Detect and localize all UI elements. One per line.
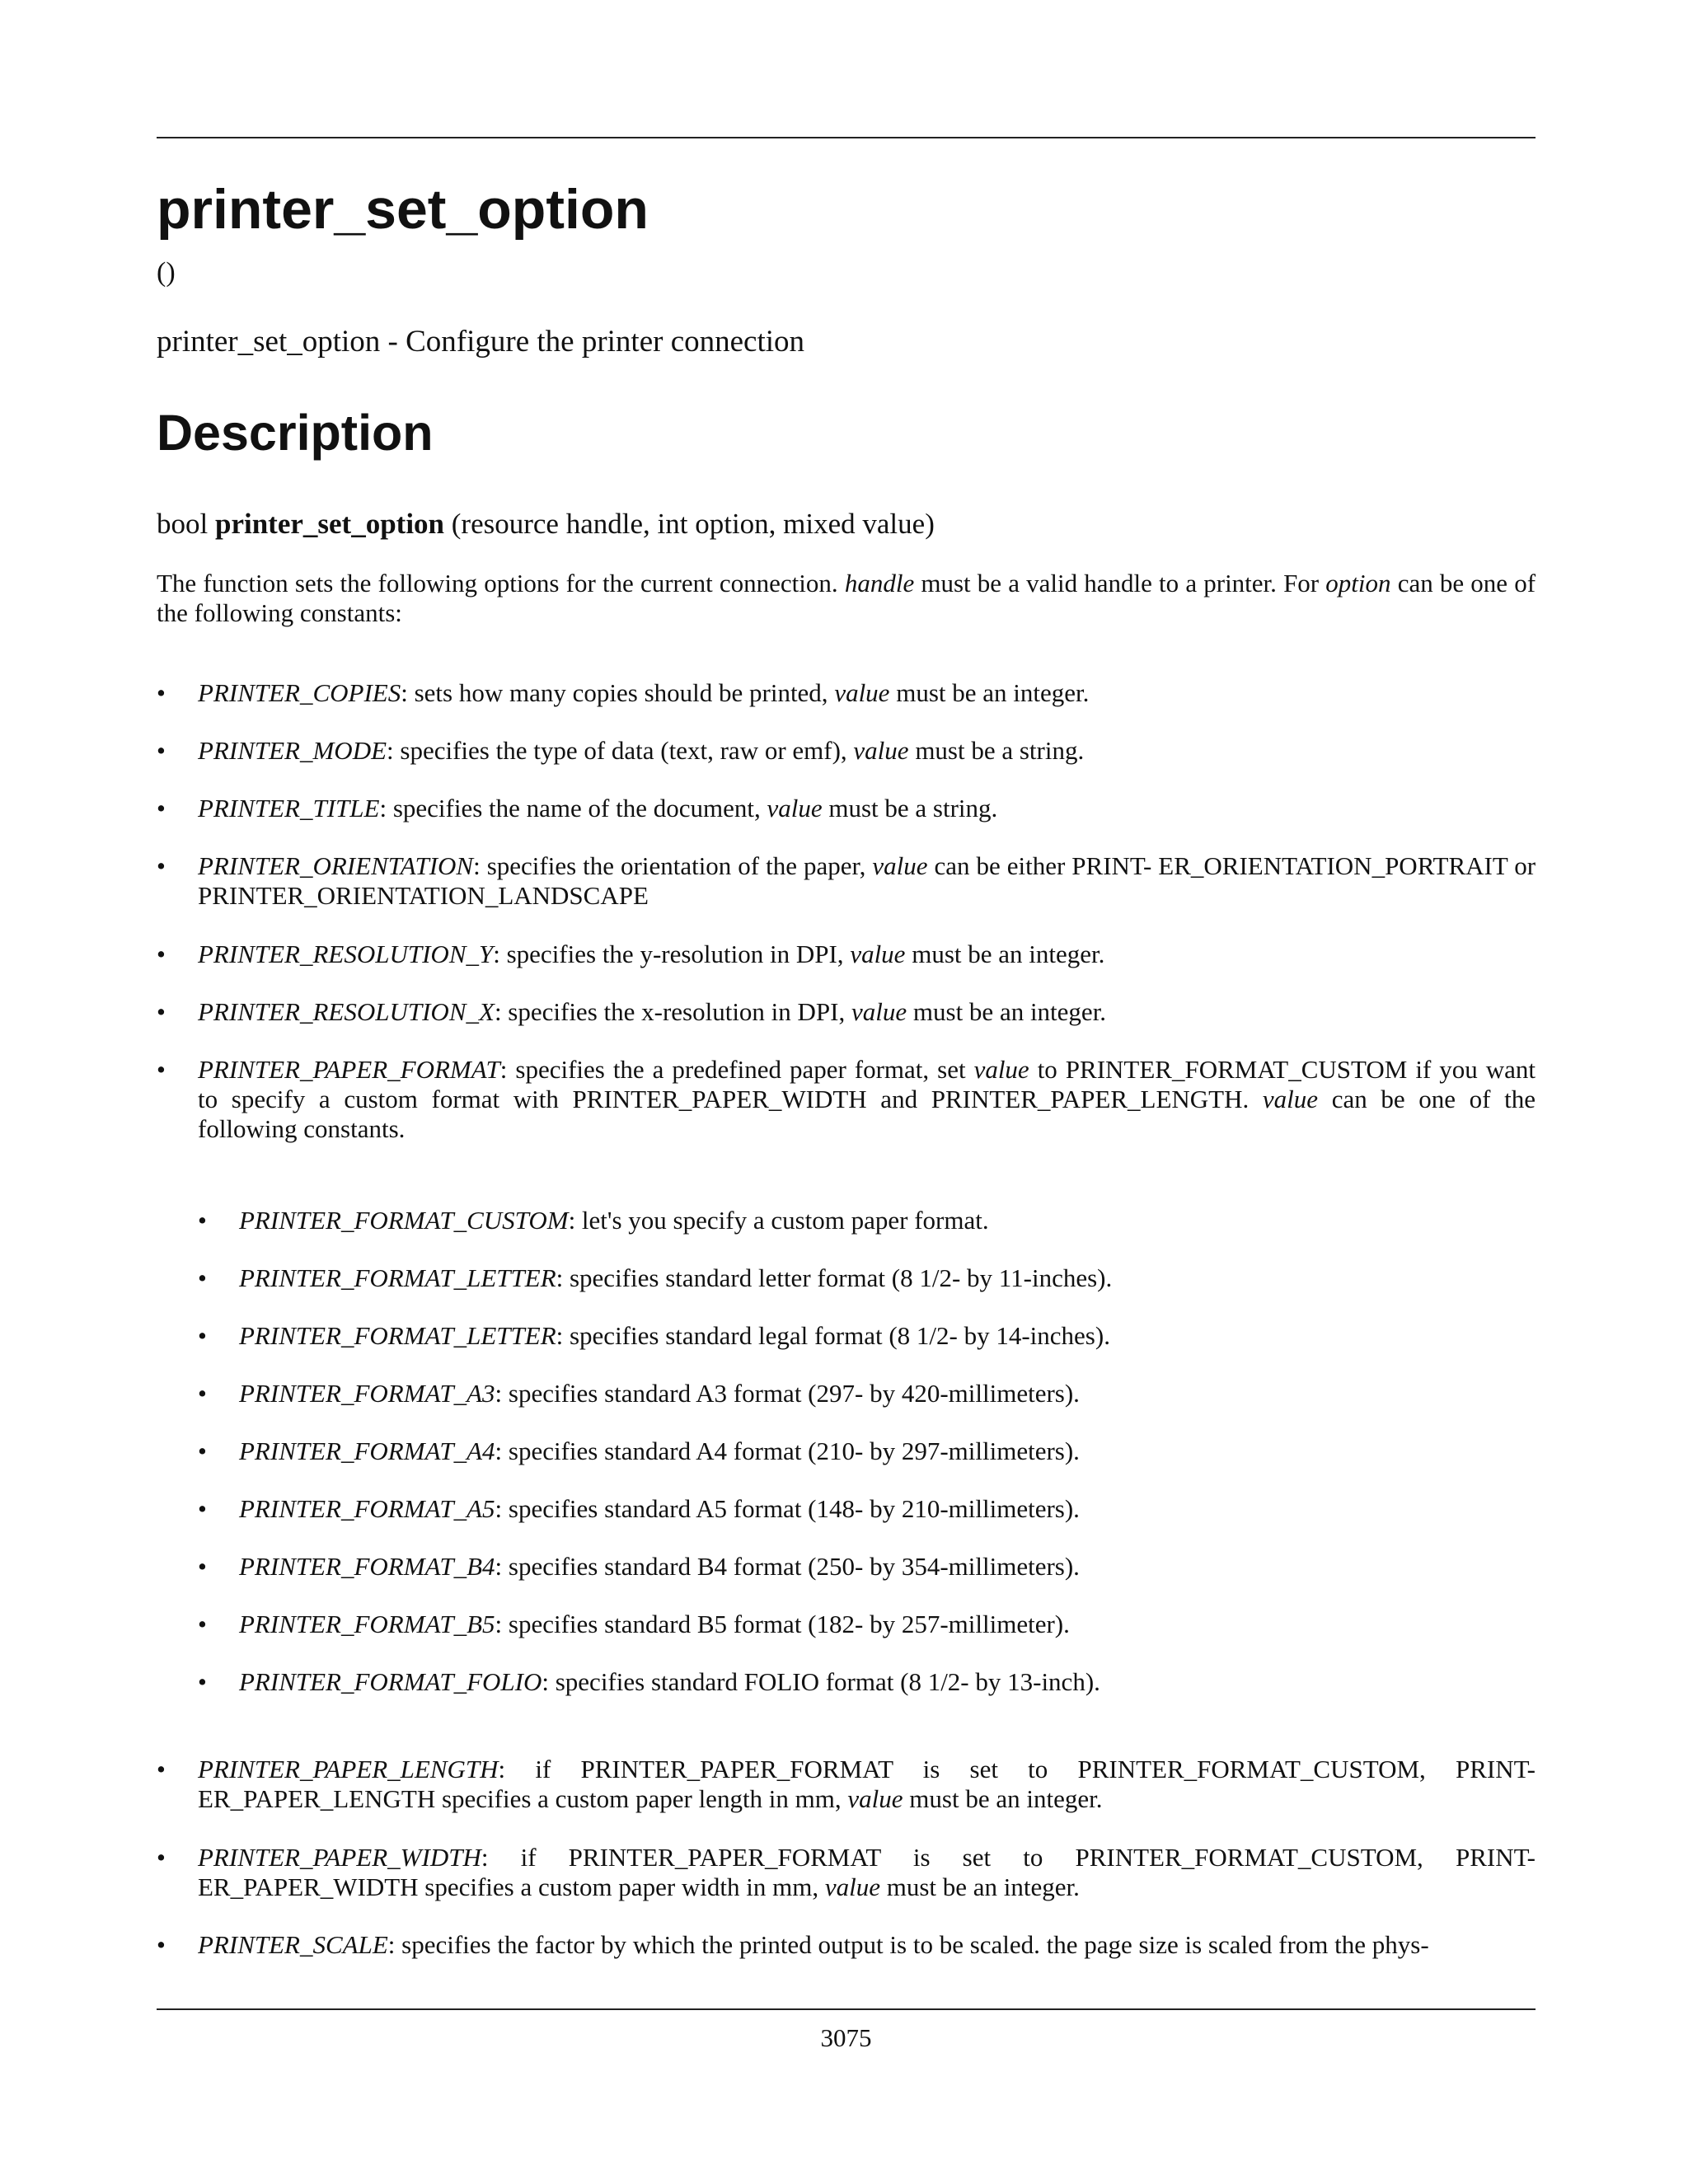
bullet: • bbox=[157, 1055, 166, 1084]
list-item-body bbox=[239, 1436, 1536, 1466]
constant-name: PRINTER_SCALE bbox=[198, 1930, 388, 1959]
constant-name: PRINTER_RESOLUTION_Y bbox=[198, 940, 494, 968]
page-title: printer_set_option bbox=[157, 178, 649, 241]
bullet: • bbox=[157, 940, 166, 968]
param-value: value bbox=[872, 851, 928, 880]
param-value: value bbox=[851, 997, 907, 1026]
bullet: • bbox=[198, 1379, 207, 1408]
top-rule bbox=[157, 137, 1536, 138]
constant-name: PRINTER_FORMAT_LETTER bbox=[239, 1321, 556, 1350]
item-text-tail: must be an integer. bbox=[896, 678, 1090, 707]
list-item-body bbox=[198, 1755, 1536, 1814]
bullet: • bbox=[198, 1206, 207, 1235]
list-item-body bbox=[198, 1843, 1536, 1902]
bullet: • bbox=[198, 1263, 207, 1292]
item-text: : specifies the x-resolution in DPI, bbox=[494, 997, 846, 1026]
item-text: : specifies standard A4 format (210- by 297-millimeters). bbox=[495, 1436, 1080, 1465]
bottom-rule bbox=[157, 2008, 1536, 2010]
list-item-body bbox=[239, 1552, 1536, 1582]
item-text: : specifies standard letter format (8 1/2- by 11-inches). bbox=[556, 1263, 1113, 1292]
param-value: value bbox=[847, 1784, 903, 1813]
list-item-body bbox=[239, 1263, 1536, 1293]
item-text-tail: must be an integer. bbox=[912, 940, 1105, 968]
bullet: • bbox=[157, 736, 166, 765]
constant-name: PRINTER_TITLE bbox=[198, 794, 380, 823]
item-text: : specifies standard FOLIO format (8 1/2- by 13-inch). bbox=[542, 1667, 1100, 1696]
item-text: : specifies standard B4 format (250- by 354-millimeters). bbox=[495, 1552, 1080, 1581]
section-heading-description: Description bbox=[157, 405, 434, 461]
item-text: : specifies the y-resolution in DPI, bbox=[493, 940, 844, 968]
constant-name: PRINTER_FORMAT_B4 bbox=[239, 1552, 495, 1581]
constant-name: PRINTER_FORMAT_LETTER bbox=[239, 1263, 556, 1292]
item-text: : specifies standard A5 format (148- by 210-millimeters). bbox=[495, 1494, 1080, 1523]
list-item-body bbox=[198, 736, 1536, 766]
param-value: value bbox=[1262, 1085, 1319, 1113]
bullet: • bbox=[198, 1610, 207, 1638]
bullet: • bbox=[157, 678, 166, 707]
bullet: • bbox=[157, 1843, 166, 1872]
list-item-body bbox=[239, 1610, 1536, 1639]
function-params: (resource handle, int option, mixed value) bbox=[451, 508, 935, 540]
intro-paragraph bbox=[157, 569, 1536, 628]
list-item-body bbox=[239, 1321, 1536, 1351]
document-page bbox=[157, 0, 1536, 2184]
page-number: 3075 bbox=[820, 2023, 872, 2052]
bullet: • bbox=[157, 1930, 166, 1959]
list-item-body bbox=[239, 1494, 1536, 1524]
list-item-body bbox=[239, 1379, 1536, 1408]
bullet: • bbox=[157, 851, 166, 880]
item-text: : specifies the type of data (text, raw or emf), bbox=[387, 736, 847, 765]
list-item-body bbox=[198, 1055, 1536, 1144]
refpurpose: printer_set_option - Configure the printer connection bbox=[157, 325, 805, 359]
intro-text-2: must be a valid handle to a printer. For bbox=[921, 569, 1320, 598]
constant-name: PRINTER_COPIES bbox=[198, 678, 401, 707]
bullet: • bbox=[157, 997, 166, 1026]
item-text: : specifies standard B5 format (182- by 257-millimeter). bbox=[495, 1610, 1070, 1638]
item-text-tail: can be one of the following constants. bbox=[198, 1085, 1536, 1143]
item-text: : let's you specify a custom paper format. bbox=[568, 1206, 989, 1235]
constant-name: PRINTER_PAPER_WIDTH bbox=[198, 1843, 481, 1872]
item-text: : if PRINTER_PAPER_FORMAT is set to PRINTER_FORMAT_CUSTOM, PRINT- ER_PAPER_LENGTH specifies a custom paper length in mm, bbox=[198, 1755, 1536, 1813]
item-text: : specifies standard legal format (8 1/2- by 14-inches). bbox=[556, 1321, 1110, 1350]
param-value: value bbox=[824, 1872, 880, 1901]
item-text-tail: must be an integer. bbox=[912, 997, 1107, 1026]
constant-name: PRINTER_FORMAT_FOLIO bbox=[239, 1667, 542, 1696]
item-text-tail: must be a string. bbox=[828, 794, 998, 823]
function-name: printer_set_option bbox=[214, 508, 445, 540]
bullet: • bbox=[157, 1755, 166, 1783]
intro-param-option: option bbox=[1325, 569, 1391, 598]
item-text: : specifies the a predefined paper format, set bbox=[499, 1055, 966, 1084]
constant-name: PRINTER_ORIENTATION bbox=[198, 851, 474, 880]
bullet: • bbox=[198, 1494, 207, 1523]
param-value: value bbox=[834, 678, 890, 707]
constant-name: PRINTER_RESOLUTION_X bbox=[198, 997, 495, 1026]
list-item-body bbox=[198, 794, 1536, 823]
function-synopsis bbox=[157, 509, 935, 541]
item-text: : specifies the factor by which the printed output is to be scaled. the page size is scaled from the phys- bbox=[387, 1930, 1429, 1959]
constant-name: PRINTER_FORMAT_CUSTOM bbox=[239, 1206, 569, 1235]
param-value: value bbox=[767, 794, 823, 823]
item-text: : specifies the orientation of the paper, bbox=[473, 851, 866, 880]
constant-name: PRINTER_FORMAT_B5 bbox=[239, 1610, 495, 1638]
list-item-body bbox=[198, 997, 1536, 1027]
constant-name: PRINTER_PAPER_LENGTH bbox=[198, 1755, 499, 1783]
constant-name: PRINTER_FORMAT_A5 bbox=[239, 1494, 495, 1523]
list-item-body bbox=[239, 1667, 1536, 1697]
list-item-body bbox=[198, 851, 1536, 911]
item-text: : if PRINTER_PAPER_FORMAT is set to PRINTER_FORMAT_CUSTOM, PRINT- ER_PAPER_WIDTH specifies a custom paper width in mm, bbox=[198, 1843, 1536, 1901]
item-text-mid: to PRINTER_FORMAT_CUSTOM if you want to specify a custom format with PRINTER_PAPER_WIDTH and PRINTER_PAPER_LENGTH. bbox=[198, 1055, 1536, 1113]
param-value: value bbox=[973, 1055, 1029, 1084]
param-value: value bbox=[850, 940, 906, 968]
intro-param-handle: handle bbox=[844, 569, 915, 598]
list-item-body bbox=[198, 678, 1536, 708]
item-text-tail: must be a string. bbox=[915, 736, 1085, 765]
list-item-body bbox=[198, 1930, 1536, 1960]
bullet: • bbox=[198, 1321, 207, 1350]
constant-name: PRINTER_FORMAT_A3 bbox=[239, 1379, 495, 1408]
constant-name: PRINTER_FORMAT_A4 bbox=[239, 1436, 495, 1465]
intro-text-1: The function sets the following options for the current connection. bbox=[157, 569, 838, 598]
constant-name: PRINTER_MODE bbox=[198, 736, 387, 765]
bullet: • bbox=[157, 794, 166, 823]
constant-name: PRINTER_PAPER_FORMAT bbox=[198, 1055, 500, 1084]
title-parens: () bbox=[157, 257, 176, 288]
bullet: • bbox=[198, 1552, 207, 1581]
item-text-tail: can be either PRINT- ER_ORIENTATION_PORTRAIT or PRINTER_ORIENTATION_LANDSCAPE bbox=[198, 851, 1536, 910]
list-item-body bbox=[198, 940, 1536, 969]
item-text-tail: must be an integer. bbox=[909, 1784, 1103, 1813]
item-text: : specifies standard A3 format (297- by 420-millimeters). bbox=[495, 1379, 1080, 1408]
item-text: : specifies the name of the document, bbox=[379, 794, 761, 823]
return-type: bool bbox=[157, 508, 209, 540]
bullet: • bbox=[198, 1436, 207, 1465]
bullet: • bbox=[198, 1667, 207, 1696]
intro-text-3: can be one of the following constants: bbox=[157, 569, 1536, 627]
item-text-tail: must be an integer. bbox=[886, 1872, 1080, 1901]
list-item-body bbox=[239, 1206, 1536, 1235]
param-value: value bbox=[853, 736, 909, 765]
item-text: : sets how many copies should be printed, bbox=[401, 678, 828, 707]
